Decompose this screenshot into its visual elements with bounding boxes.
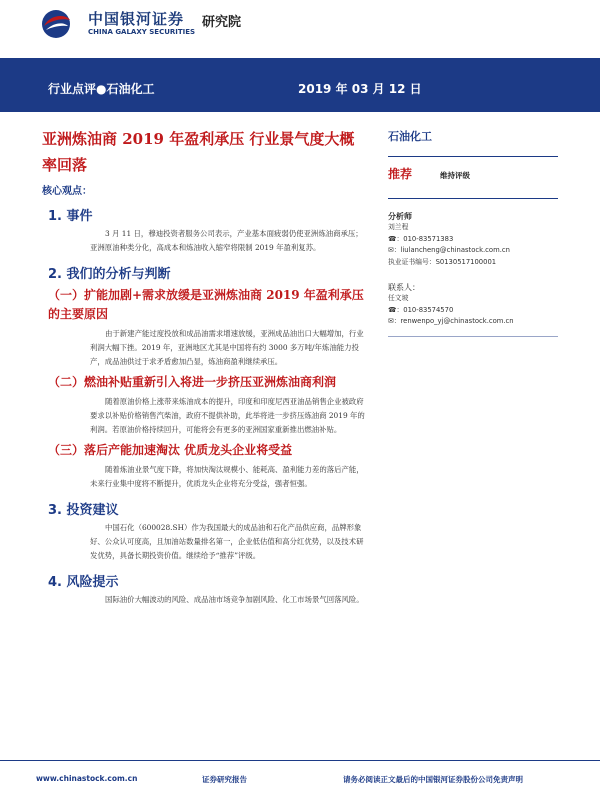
report-title: 亚洲炼油商 2019 年盈利承压 行业景气度大概率回落	[42, 130, 355, 174]
rating-note: 维持评级	[440, 171, 471, 180]
contact-phone: ☎：010-83574570	[388, 305, 454, 314]
section-paragraph: 中国石化（600028.SH）作为我国最大的成品油和石化产品供应商，品牌形象好、公众认可度高，且加油站数量排名第一，企业低估值和高分红优势，以及技术研发优势，具备长期投资价值。继续给予“推荐”评级。	[90, 523, 364, 560]
section-heading: 4. 风险提示	[48, 575, 119, 590]
subsection-paragraph: 随着炼油业景气度下降，将加快淘汰规模小、能耗高、盈利能力差的落后产能，未来行业集中度将不断提升，优质龙头企业将充分受益，强者恒强。	[90, 465, 364, 488]
section-heading: 1. 事件	[48, 209, 93, 224]
footer-center-label: 证券研究报告	[202, 775, 247, 784]
report-category: 行业点评●石油化工	[48, 82, 155, 96]
subsection-heading: （三）落后产能加速淘汰 优质龙头企业将受益	[48, 443, 293, 457]
footer-url[interactable]: www.chinastock.com.cn	[36, 774, 138, 783]
subsection-paragraph: 随着原油价格上涨带来炼油成本的提升，印度和印度尼西亚油品销售企业被政府要求以补贴价格销售汽柴油，政府不提供补助，此举将进一步挤压炼油商 2019 年的利润。若原油价格持续回升，可能将会有更多的亚洲国家重新推出燃油补贴。	[90, 397, 365, 434]
report-body	[42, 126, 366, 607]
analyst-cert: 执业证书编号：S0130517100001	[388, 257, 497, 266]
footer-divider	[0, 760, 600, 761]
contact-name: 任文坡	[388, 294, 409, 302]
analyst-phone: ☎：010-83571383	[388, 234, 454, 243]
section-paragraph: 国际油价大幅波动的风险、成品油市场竞争加剧风险、化工市场景气回落风险。	[105, 595, 364, 604]
section-paragraph: 3 月 11 日，穆迪投资者服务公司表示，产业基本面疲弱仍使亚洲炼油商承压；亚洲原油种类分化，高成本和炼油收入缩窄将限制 2019 年盈利复苏。	[90, 229, 363, 252]
section-heading: 3. 投资建议	[48, 503, 119, 518]
divider	[388, 198, 558, 199]
footer-disclaimer: 请务必阅读正文最后的中国银河证券股份公司免责声明	[343, 775, 523, 784]
report-footer	[0, 760, 600, 800]
report-header	[0, 0, 600, 50]
contact-email[interactable]: ✉：renwenpo_yj@chinastock.com.cn	[388, 317, 514, 325]
rating-value: 推荐	[388, 167, 413, 181]
analyst-label: 分析师	[388, 212, 412, 221]
core-label: 核心观点：	[42, 186, 92, 197]
subsection-heading: （二）燃油补贴重新引入将进一步挤压亚洲炼油商利润	[48, 375, 337, 389]
report-date: 2019 年 03 月 12 日	[298, 82, 422, 96]
galaxy-logo-icon	[38, 8, 74, 40]
analyst-email[interactable]: ✉：liulancheng@chinastock.com.cn	[388, 246, 510, 254]
rating-row	[388, 165, 558, 182]
divider	[388, 336, 558, 337]
subsection-paragraph: 由于新建产能过度投放和成品油需求增速放缓，亚洲成品油出口大幅增加，行业利润大幅下挫。2019 年，亚洲地区尤其是中国将有约 3000 多万吨/年炼油能力投产，成品油供过于求矛盾愈加凸显，炼油商盈利继续承压。	[90, 329, 364, 366]
industry-label: 石油化工	[388, 130, 432, 143]
contact-label: 联系人：	[388, 283, 420, 292]
category-banner	[0, 58, 600, 112]
brand-name-en: CHINA GALAXY SECURITIES	[88, 28, 196, 36]
subsection-heading: （一）扩能加剧+需求放缓是亚洲炼油商 2019 年盈利承压的主要原因	[48, 288, 364, 321]
institute-label: 研究院	[202, 15, 242, 30]
report-sidebar	[388, 128, 558, 337]
analyst-name: 刘兰程	[388, 223, 409, 231]
divider	[388, 156, 558, 157]
brand-name-cn: 中国银河证券	[88, 10, 185, 28]
section-heading: 2. 我们的分析与判断	[48, 267, 171, 282]
